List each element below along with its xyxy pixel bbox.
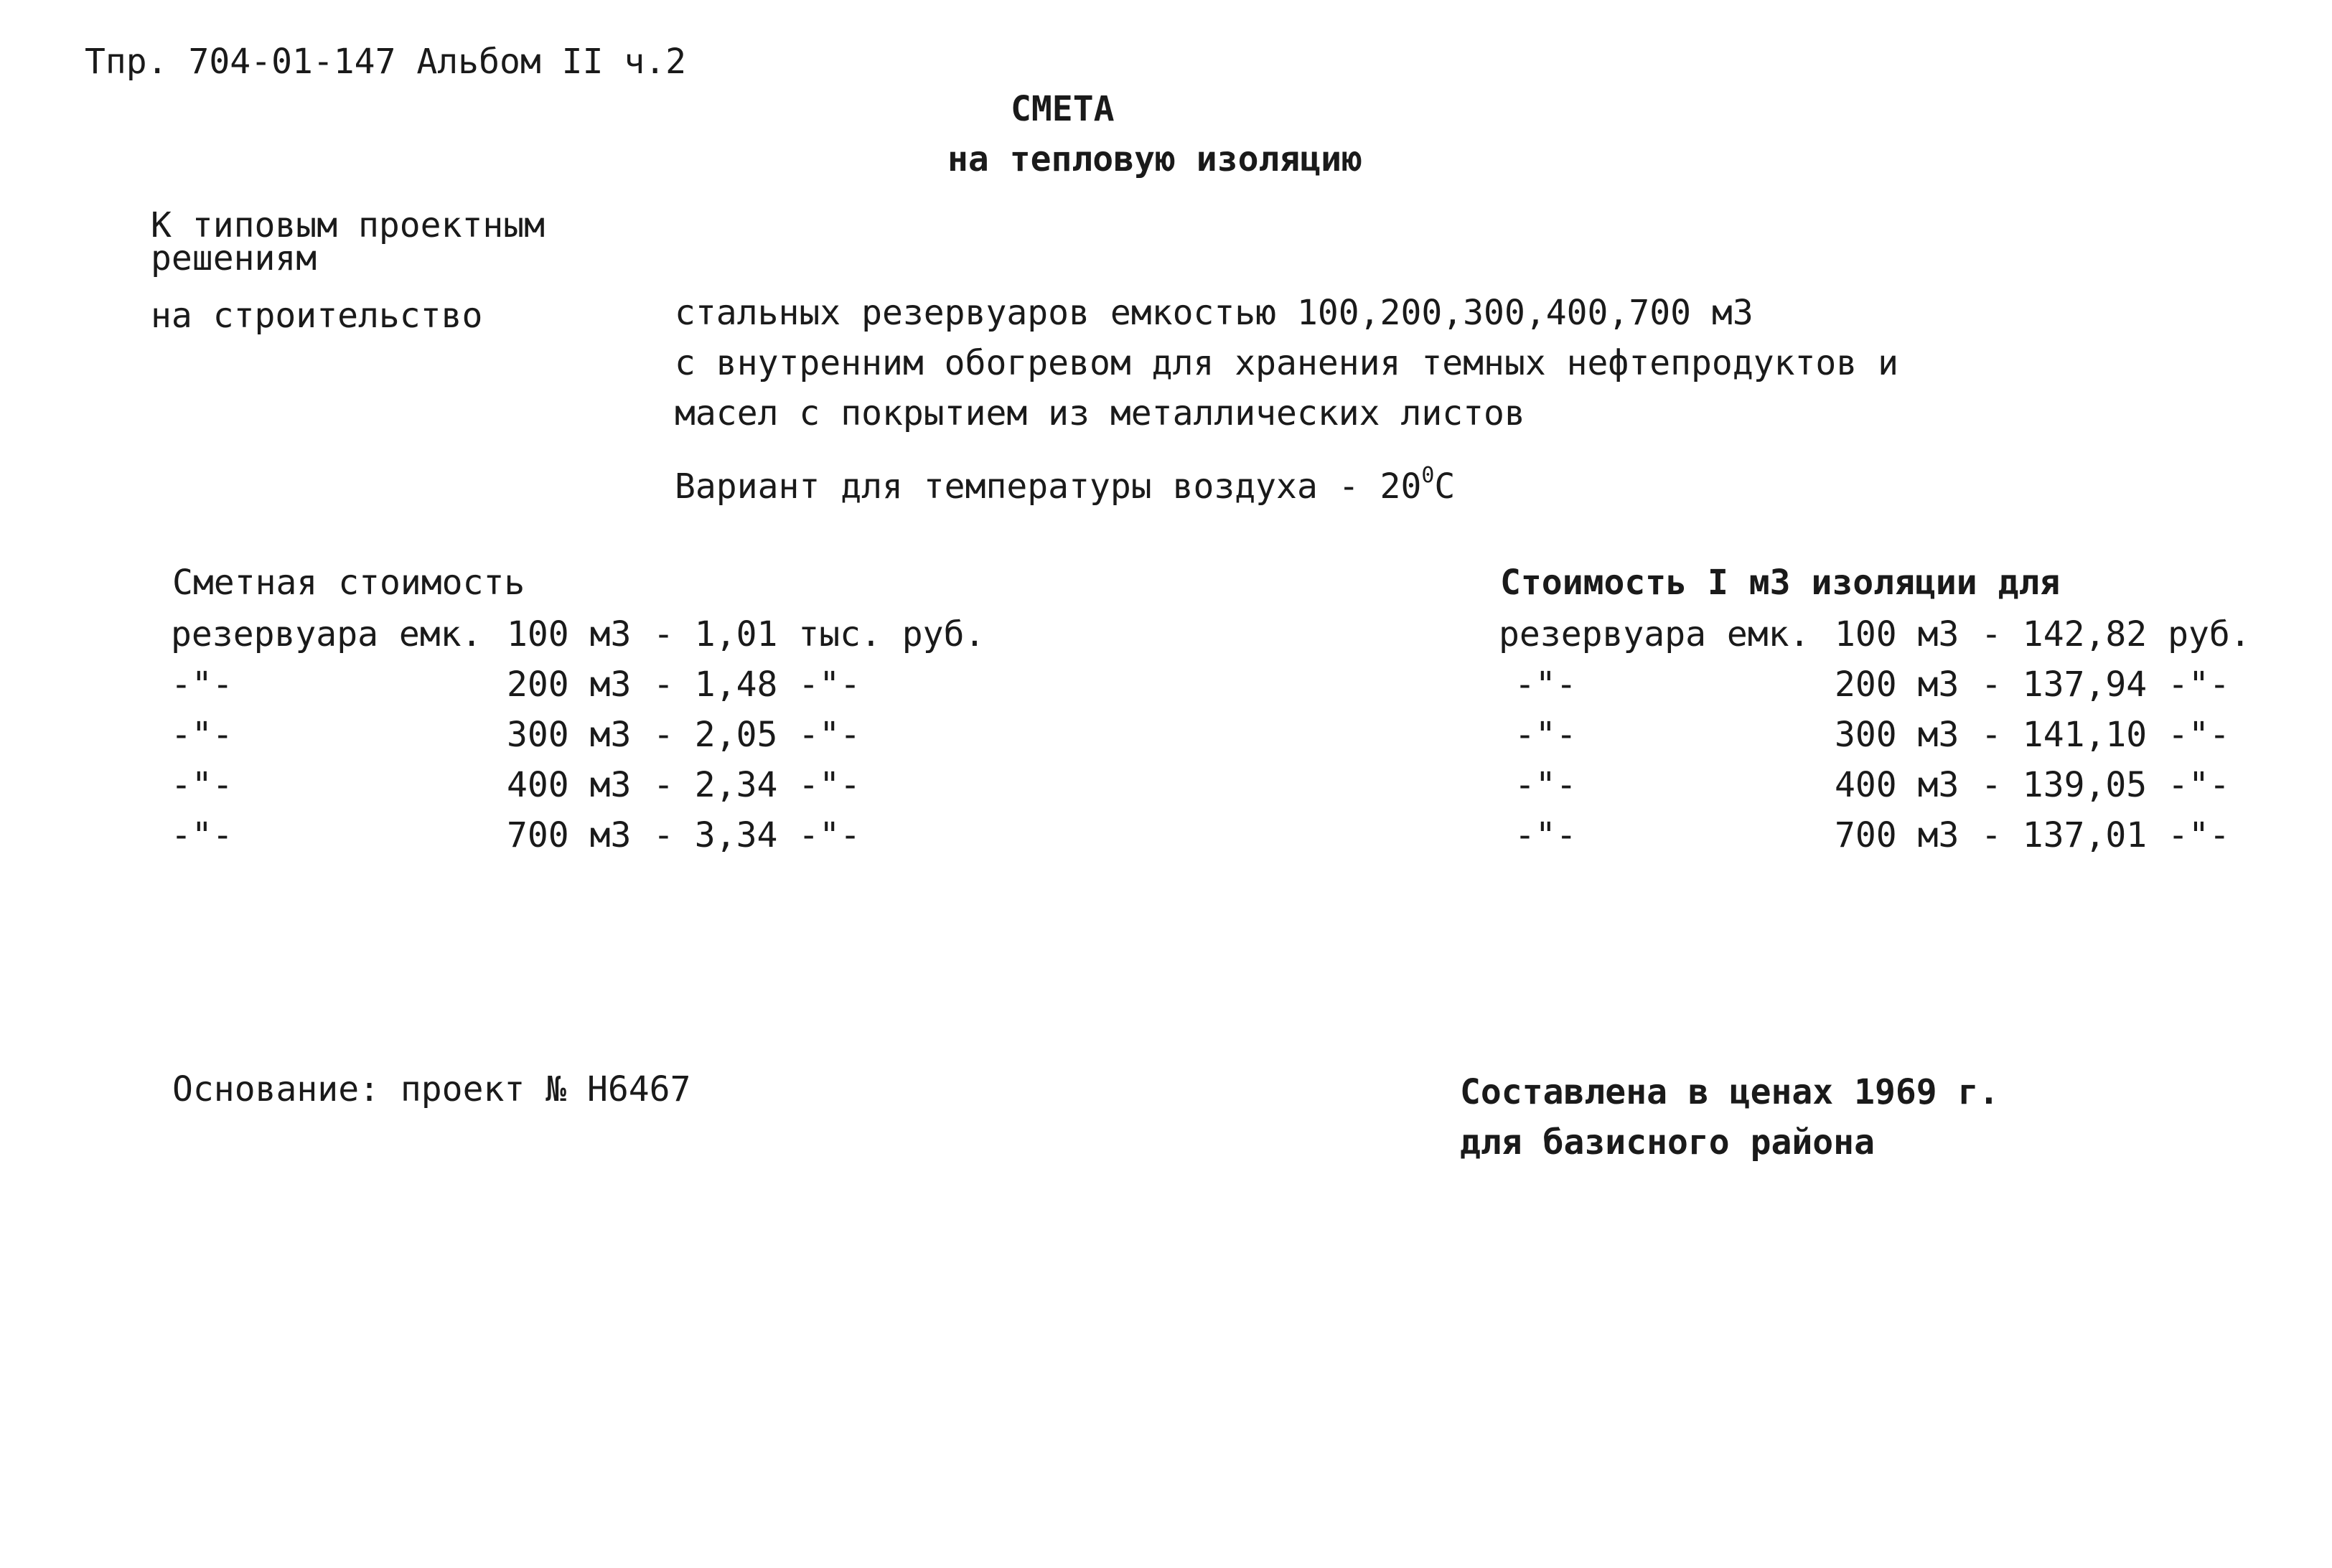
estimated-cost-heading: Сметная стоимость — [172, 563, 525, 603]
variant-text: Вариант для температуры воздуха - 20 — [675, 466, 1422, 507]
unit-cost-row-value: - 141,10 -"- — [1981, 715, 2230, 755]
estimated-cost-row-volume: 100 м3 — [507, 614, 632, 654]
prices-line-2: для базисного района — [1460, 1122, 1875, 1163]
estimated-cost-row-volume: 700 м3 — [507, 815, 632, 855]
estimated-cost-row-value: - 2,34 -"- — [653, 765, 861, 805]
estimated-cost-row-value: - 3,34 -"- — [653, 815, 861, 855]
estimated-cost-row-volume: 300 м3 — [507, 715, 632, 755]
variant-line — [675, 463, 1456, 507]
description-line-2: с внутренним обогревом для хранения темных нефтепродуктов и — [675, 343, 1899, 383]
unit-cost-row-volume: 300 м3 — [1835, 715, 1959, 755]
intro-label-line2: решениям — [151, 238, 317, 278]
document-code: Тпр. 704-01-147 Альбом II ч.2 — [85, 42, 687, 82]
unit-cost-row-volume: 400 м3 — [1835, 765, 1959, 805]
unit-cost-row-label: резервуара емк. — [1499, 614, 1810, 654]
unit-cost-row-label: -"- — [1514, 815, 1577, 855]
estimated-cost-row-value: - 1,48 -"- — [653, 665, 861, 705]
unit-cost-row-value: - 137,01 -"- — [1981, 815, 2230, 855]
unit-cost-row-label: -"- — [1514, 665, 1577, 705]
unit-cost-row-volume: 200 м3 — [1835, 665, 1959, 705]
unit-cost-row-value: - 139,05 -"- — [1981, 765, 2230, 805]
unit-cost-row-value: - 142,82 руб. — [1981, 614, 2251, 654]
unit-cost-heading: Стоимость I м3 изоляции для — [1500, 563, 2061, 603]
unit-cost-row-value: - 137,94 -"- — [1981, 665, 2230, 705]
prices-line-1: Составлена в ценах 1969 г. — [1460, 1072, 2000, 1112]
description-line-1: стальных резервуаров емкостью 100,200,300,400,700 м3 — [675, 293, 1753, 333]
unit-cost-row-label: -"- — [1514, 715, 1577, 755]
degree-sign: 0 — [1421, 463, 1435, 488]
estimated-cost-row-volume: 200 м3 — [507, 665, 632, 705]
unit-cost-row-label: -"- — [1514, 765, 1577, 805]
estimated-cost-row-volume: 400 м3 — [507, 765, 632, 805]
estimated-cost-row-value: - 1,01 тыс. руб. — [653, 614, 985, 654]
estimated-cost-row-label: -"- — [171, 715, 233, 755]
basis-line: Основание: проект № Н6467 — [172, 1069, 691, 1109]
unit-cost-row-volume: 100 м3 — [1835, 614, 1959, 654]
estimated-cost-row-value: - 2,05 -"- — [653, 715, 861, 755]
variant-unit: С — [1434, 466, 1456, 507]
estimated-cost-row-label: -"- — [171, 815, 233, 855]
document-title: СМЕТА — [1011, 89, 1115, 129]
estimated-cost-row-label: -"- — [171, 765, 233, 805]
estimated-cost-row-label: -"- — [171, 665, 233, 705]
unit-cost-row-volume: 700 м3 — [1835, 815, 1959, 855]
estimated-cost-row-label: резервуара емк. — [171, 614, 482, 654]
construction-label: на строительство — [151, 296, 483, 336]
description-line-3: масел с покрытием из металлических листов — [675, 393, 1525, 433]
intro-label-line1: К типовым проектным — [151, 205, 545, 245]
document-subtitle: на тепловую изоляцию — [947, 139, 1362, 179]
